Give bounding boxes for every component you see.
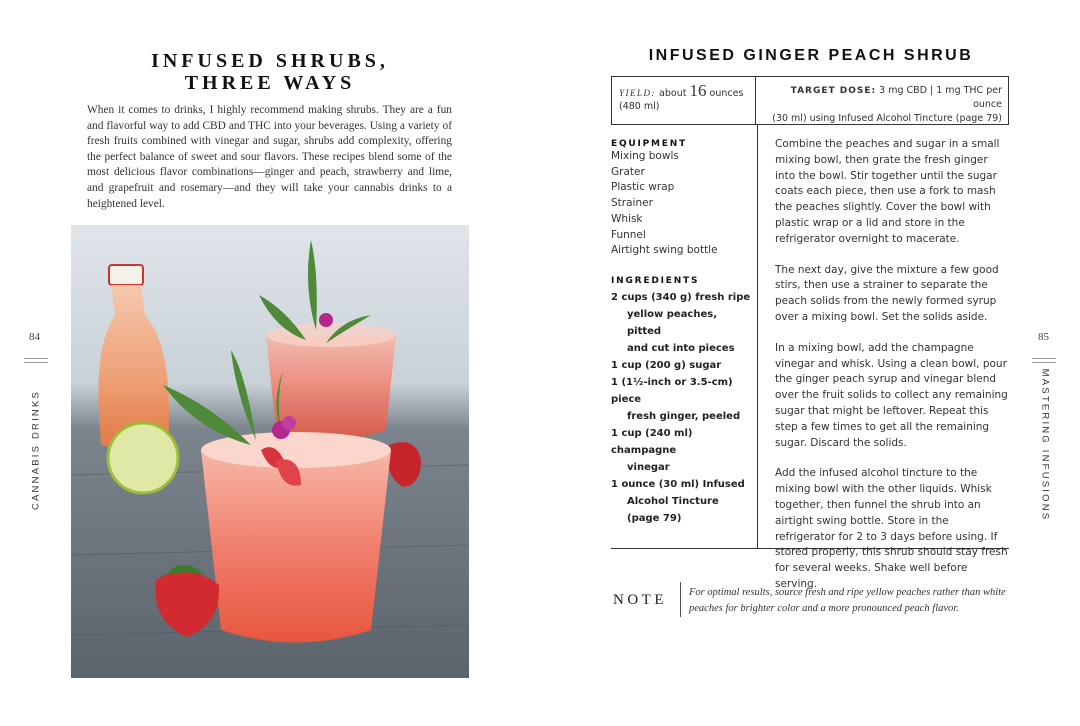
ingredient-item (611, 289, 751, 357)
equipment-item: Funnel (611, 228, 646, 241)
equipment-heading: EQUIPMENT (611, 139, 688, 149)
note-text: For optimal results, source fresh and ripe yellow peaches rather than white peaches for brighter color and a more pronounced peach flavor. (689, 587, 1006, 614)
title-line-1: INFUSED SHRUBS, (151, 50, 389, 72)
left-side-label: CANNABIS DRINKS (30, 389, 42, 511)
method-step: The next day, give the mixture a few good stirs, then use a strainer to separate the peach solids from the newly formed syrup over a mixing bowl. Set the solids aside. (775, 263, 999, 323)
equipment-item: Airtight swing bottle (611, 244, 718, 257)
equipment-list (611, 139, 751, 259)
yield-number: 16 (689, 81, 707, 100)
intro-paragraph: When it comes to drinks, I highly recommend making shrubs. They are a fun and flavorful way to add CBD and THC into your beverages. Using a variety of fresh fruits combined with vinegar and sugar, shrubs add complexity, offering the perfect balance of sweet and sour flavors. These recipes blend some of the most delicious flavor combinations—ginger and peach, strawberry and lime, and grapefruit and rosemary—and they will take your cannabis drinks to a heightened level. (87, 104, 452, 210)
title-line-2: THREE WAYS (184, 72, 356, 94)
method-step: Add the infused alcohol tincture to the mixing bowl with the other liquids. Whisk together, then funnel the shrub into an airtight swing bottle. Store in the refrigerator for 2 to 3 days before using. If stored properly, this shrub should stay fresh for several weeks. Shake well before serving. (775, 467, 1008, 590)
ingredient-line: 1 (1½-inch or 3.5-cm) piece (611, 377, 733, 405)
yield-unit: ounces (709, 88, 744, 99)
yield-label: YIELD: (619, 88, 657, 98)
ingredient-item (611, 425, 751, 476)
left-page-number: 84 (29, 331, 40, 343)
left-side-rule (24, 358, 48, 359)
target-dose (760, 84, 1002, 126)
recipe-title: INFUSED GINGER PEACH SHRUB (648, 47, 974, 64)
ingredient-line: vinegar (627, 462, 670, 473)
equipment-item: Grater (611, 165, 645, 178)
equipment-item: Mixing bowls (611, 150, 679, 162)
ingredient-item (611, 357, 751, 374)
target-dose-line-1: 3 mg CBD | 1 mg THC per ounce (879, 85, 1002, 110)
equipment-item: Plastic wrap (611, 181, 675, 194)
method-step: Combine the peaches and sugar in a small mixing bowl, then grate the fresh ginger into the bowl. Stir together until the sugar coats each piece, then use a fork to mash the peaches slightly. Cover the bowl with plastic wrap or a lid and store in the refrigerator overnight to macerate. (775, 138, 1000, 245)
right-side-label: MASTERING INFUSIONS (1039, 368, 1051, 522)
yield-info (619, 81, 759, 113)
ingredient-item (611, 374, 751, 425)
yield-about: about (659, 88, 687, 99)
ingredient-line: fresh ginger, peeled (627, 411, 741, 422)
left-side-rule-2 (24, 362, 48, 363)
method-step: In a mixing bowl, add the champagne vinegar and whisk. Using a clean bowl, pour the ginger peach syrup and vinegar blend over the fruit solids to collect any remaining sugar that might be leftover. Repeat this step a few times to get all the remaining sugar. Discard the solids. (775, 341, 1008, 449)
right-side-rule (1032, 358, 1056, 359)
right-page-number: 85 (1038, 331, 1049, 343)
equipment-item: Strainer (611, 197, 653, 210)
left-page-title (90, 50, 450, 94)
yield-metric: (480 ml) (619, 101, 660, 112)
ingredient-line: Alcohol Tincture (627, 496, 719, 507)
target-dose-line-2: (30 ml) using Infused Alcohol Tincture (page 79) (772, 113, 1002, 124)
ingredients-list (611, 276, 751, 527)
ingredient-line: 1 ounce (30 ml) Infused (611, 479, 745, 490)
equipment-item: Whisk (611, 212, 643, 225)
ingredient-line: 2 cups (340 g) fresh ripe (611, 292, 751, 303)
ingredient-line: and cut into pieces (627, 343, 735, 354)
note-divider (680, 582, 681, 617)
shrub-cocktails-photo (71, 225, 469, 678)
ingredient-item (611, 476, 751, 527)
method-steps (775, 137, 1009, 608)
right-side-rule-2 (1032, 362, 1056, 363)
column-divider (757, 125, 758, 548)
note-label: NOTE (613, 592, 667, 608)
target-dose-label: TARGET DOSE: (790, 86, 877, 96)
ingredient-line: 1 cup (200 g) sugar (611, 360, 722, 371)
ingredient-line: (page 79) (627, 513, 682, 524)
ingredient-line: 1 cup (240 ml) champagne (611, 428, 693, 456)
ingredients-heading: INGREDIENTS (611, 276, 700, 286)
ingredient-line: yellow peaches, pitted (627, 309, 718, 337)
